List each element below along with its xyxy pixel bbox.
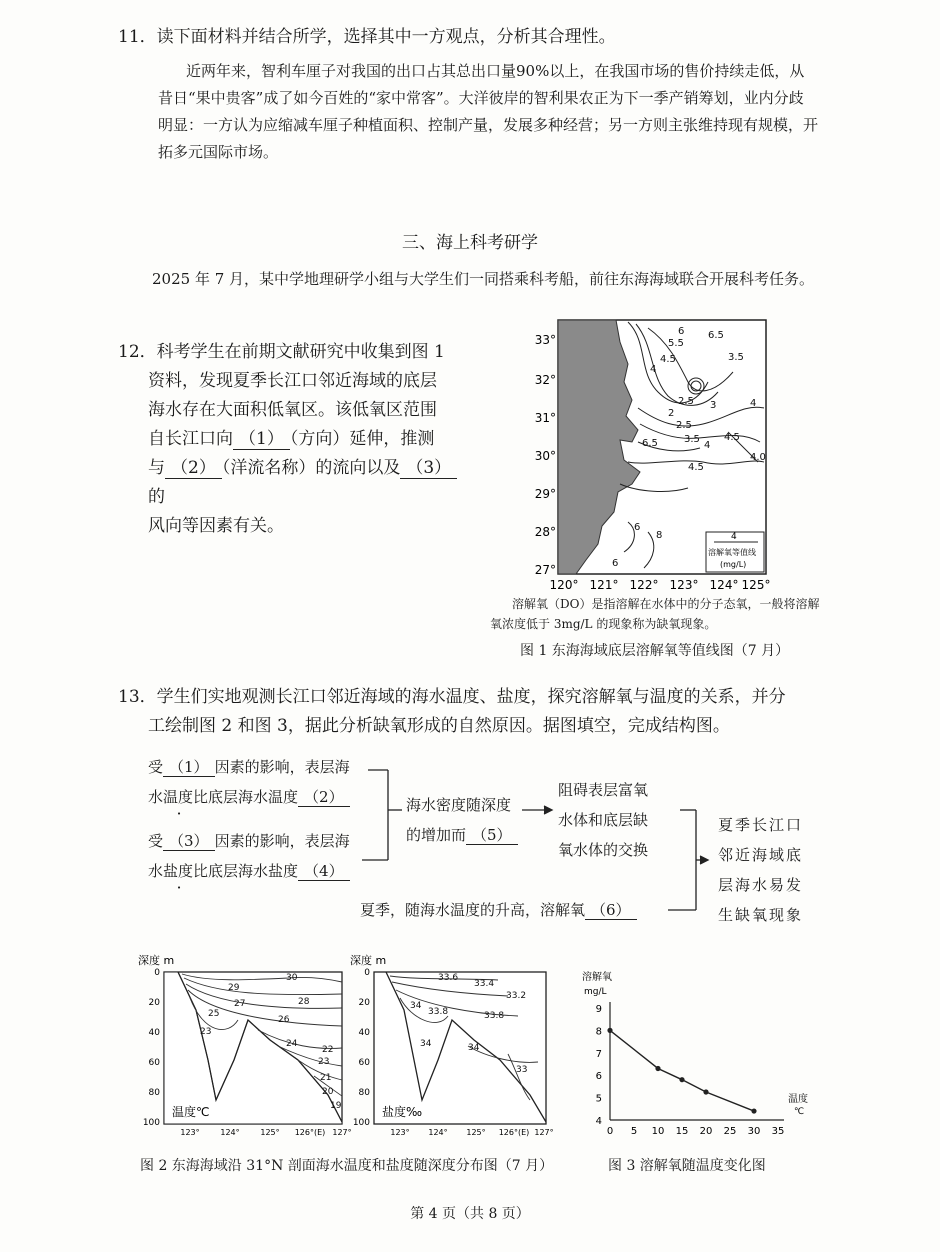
temp-label: 24 [286, 1039, 298, 1049]
sal-label: 33.6 [438, 973, 459, 983]
q11-material: 近两年来，智利车厘子对我国的出口占其总出口量90%以上，在我国市场的售价持续走低，从昔日“果中贵客”成了如今百姓的“家中常客”。大洋彼岸的智利果农正为下一季产销筹划，业内分歧明显：一方认为应缩减车厘子种植面积、控制产量，发展多种经营；另一方则主张维持现有规模，开拓多元国际市场。 [158, 62, 819, 161]
q12-line: 12．科考学生在前期文献研究中收集到图 1 [118, 342, 445, 362]
q12-text: 的 [148, 487, 165, 507]
section-intro: 2025 年 7 月，某中学地理研学小组与大学生们一同搭乘科考船，前往东海海域联合开展科考任务。 [152, 270, 815, 288]
temp-label: 30 [286, 973, 298, 983]
temp-title: 温度℃ [172, 1105, 210, 1119]
flow-text: 因素的影响，表层海 [214, 832, 350, 850]
flow-text: 水 [148, 788, 164, 806]
section-title: 三、海上科考研学 [402, 233, 538, 253]
contour-label: 4 [704, 440, 711, 451]
flow-text: 因素的影响，表层海 [214, 758, 350, 776]
x-tick: 125° [260, 1128, 280, 1137]
flow-blank-3: （3） [163, 832, 215, 851]
q12-text: 与 [148, 458, 165, 478]
fig1-note: 溶解氧（DO）是指溶解在水体中的分子态氧，一般将溶解氧浓度低于 3mg/L 的现象称为缺氧现象。 [490, 597, 820, 631]
lat-label: 28° [534, 525, 556, 539]
temp-label: 26 [278, 1015, 290, 1025]
fig2-caption: 图 2 东海海域沿 31°N 剖面海水温度和盐度随深度分布图（7 月） [140, 1158, 554, 1174]
flow-line [148, 856, 350, 886]
depth-label: 深度 m [138, 954, 175, 967]
contour-label: 2 [668, 408, 675, 419]
y-tick: 80 [148, 1088, 160, 1098]
sal-label: 33.8 [428, 1007, 449, 1017]
contour-label: 6.5 [708, 330, 724, 341]
contour-label: 6 [612, 558, 619, 569]
contour-label: 4 [750, 398, 757, 409]
salinity-panel [350, 953, 554, 1137]
x-tick-label: 10 [651, 1126, 665, 1137]
lat-label: 31° [534, 411, 556, 425]
sal-label: 33.4 [474, 979, 495, 989]
flow-text: 比底层海水温度 [193, 788, 299, 806]
y-tick: 60 [358, 1058, 370, 1068]
x-tick-label: 0 [606, 1126, 614, 1137]
lon-label: 125° [741, 578, 771, 592]
q13-line: 工绘制图 2 和图 3，据此分析缺氧形成的自然原因。据图填空，完成结构图。 [148, 716, 730, 736]
y-tick: 80 [358, 1088, 370, 1098]
data-point [679, 1077, 684, 1082]
lat-label: 29° [534, 487, 556, 501]
sal-label: 34 [468, 1043, 480, 1053]
flow-line: 阻碍表层富氧 [558, 781, 649, 799]
flow-line: 夏季长江口 [718, 816, 804, 834]
q12-line: 海水存在大面积低氧区。该低氧区范围 [148, 400, 437, 420]
flow-line: 生缺氧现象 [718, 906, 804, 924]
sal-label: 33 [516, 1065, 528, 1075]
fig1-map [528, 312, 773, 594]
answer-blank-3: （3） [400, 458, 457, 479]
contour-label: 3.5 [684, 434, 700, 445]
lat-label: 30° [534, 449, 556, 463]
flow-text: 受 [148, 758, 164, 776]
lon-label: 124° [709, 578, 739, 592]
flow-line: 海水密度随深度 [406, 796, 512, 814]
flow-box-density [406, 790, 518, 850]
flow-line [148, 782, 350, 812]
q12-text: （方向）延伸，推测 [289, 429, 435, 449]
sal-label: 33.2 [506, 991, 527, 1001]
lat-label: 33° [534, 333, 556, 347]
chart-xunit: ℃ [794, 1107, 805, 1117]
emphasis-temperature: 温度 [163, 788, 194, 806]
flow-line [148, 752, 350, 782]
depth-label: 深度 m [350, 954, 387, 967]
temp-panel [138, 953, 352, 1137]
sal-title: 盐度‰ [382, 1105, 423, 1119]
data-point [607, 1028, 612, 1033]
contour-label: 5.5 [668, 338, 684, 349]
x-tick: 127° [332, 1128, 352, 1137]
data-point [751, 1108, 756, 1113]
q13-line: 13．学生们实地观测长江口邻近海域的海水温度、盐度，探究溶解氧与温度的关系，并分 [118, 687, 786, 707]
temp-label: 22 [322, 1045, 334, 1055]
y-tick: 0 [364, 968, 370, 978]
contour-label: 4.5 [724, 432, 740, 443]
temp-label: 21 [320, 1073, 332, 1083]
contour-label: 6.5 [642, 438, 658, 449]
x-tick: 127° [534, 1128, 554, 1137]
x-tick-label: 35 [771, 1126, 785, 1137]
y-tick: 60 [148, 1058, 160, 1068]
fig1-caption: 图 1 东海海域底层溶解氧等值线图（7 月） [520, 643, 790, 659]
y-tick-label: 8 [595, 1026, 602, 1038]
flow-blank-2: （2） [298, 788, 350, 807]
lon-label: 120° [549, 578, 579, 592]
y-tick: 40 [358, 1028, 370, 1038]
x-tick-label: 30 [747, 1126, 761, 1137]
x-tick: 125° [466, 1128, 486, 1137]
q12-line [118, 425, 468, 454]
contour-label: 2.5 [676, 420, 692, 431]
flow-text: 水 [148, 862, 164, 880]
contour-label: 3 [710, 400, 717, 411]
contour-label: 2.5 [678, 396, 694, 407]
y-tick-label: 7 [595, 1048, 602, 1060]
x-tick-label: 25 [723, 1126, 737, 1137]
sal-label: 34 [420, 1039, 432, 1049]
y-tick-label: 6 [595, 1071, 602, 1083]
flow-blank-4: （4） [298, 862, 350, 881]
y-tick: 40 [148, 1028, 160, 1038]
x-tick: 123° [390, 1128, 410, 1137]
chart-xlabel: 温度 [788, 1094, 808, 1105]
q12-line [118, 454, 468, 512]
flow-box-result [718, 810, 803, 930]
q11-title: 11．读下面材料并结合所学，选择其中一方观点，分析其合理性。 [118, 27, 616, 47]
x-tick-label: 5 [630, 1126, 638, 1137]
y-tick: 100 [352, 1118, 370, 1128]
legend-unit: (mg/L) [720, 560, 747, 569]
chart-ylabel: 溶解氧 [582, 972, 612, 983]
contour-label: 6 [634, 522, 641, 533]
temp-label: 20 [322, 1087, 334, 1097]
flow-line [148, 826, 350, 856]
flow-line: 氧水体的交换 [558, 841, 649, 859]
y-tick-label: 9 [595, 1004, 602, 1015]
temp-label: 23 [318, 1057, 330, 1067]
flow-blank-5: （5） [466, 826, 518, 845]
q13-question [118, 683, 823, 741]
answer-blank-2: （2） [165, 458, 222, 479]
temp-label: 28 [298, 997, 310, 1007]
fig3-caption: 图 3 溶解氧随温度变化图 [608, 1158, 766, 1174]
y-tick: 0 [154, 968, 160, 978]
flow-box-summer [360, 895, 637, 925]
contour-label: 4.5 [660, 354, 676, 365]
y-tick-label: 4 [595, 1116, 602, 1127]
contour-label: 6 [678, 326, 685, 337]
flow-line: 水体和底层缺 [558, 811, 649, 829]
temp-label: 19 [330, 1101, 342, 1111]
contour-label: 3.5 [728, 352, 744, 363]
q12-line: 风向等因素有关。 [148, 516, 284, 536]
flow-blank-1: （1） [163, 758, 215, 777]
flow-box-exchange [558, 775, 648, 865]
chart-yunit: mg/L [584, 987, 607, 997]
contour-label: 4.0 [750, 452, 766, 463]
flow-blank-6: （6） [585, 901, 637, 920]
x-tick: 126°(E) [498, 1128, 530, 1137]
q12-text: 自长江口向 [148, 429, 233, 449]
legend-name: 溶解氧等值线 [708, 548, 756, 557]
flow-box-salinity [148, 826, 350, 886]
temp-label: 25 [208, 1009, 220, 1019]
fig3-chart [578, 968, 818, 1148]
sal-label: 34 [410, 1001, 422, 1011]
emphasis-salinity: 盐度 [163, 862, 194, 880]
lon-label: 122° [629, 578, 659, 592]
fig2-sections [138, 950, 568, 1145]
flow-text: 比底层海水盐度 [193, 862, 299, 880]
x-tick: 126°(E) [294, 1128, 326, 1137]
x-tick: 124° [428, 1128, 448, 1137]
flow-box-temperature [148, 752, 350, 812]
flow-line: 层海水易发 [718, 876, 804, 894]
lat-label: 27° [534, 563, 556, 577]
lon-label: 123° [669, 578, 699, 592]
flow-text: 夏季，随海水温度的升高，溶解氧 [360, 901, 586, 919]
x-tick: 123° [180, 1128, 200, 1137]
flow-line [406, 820, 518, 850]
series-line [610, 1030, 754, 1111]
data-point [703, 1089, 708, 1094]
x-tick-label: 15 [675, 1126, 689, 1137]
y-tick-label: 5 [595, 1093, 602, 1105]
x-tick-label: 20 [699, 1126, 713, 1137]
page-footer: 第 4 页（共 8 页） [410, 1206, 530, 1222]
contour-label: 4.5 [688, 462, 704, 473]
temp-label: 27 [234, 999, 246, 1009]
contour-label: 4 [650, 364, 657, 375]
q12-text: （洋流名称）的流向以及 [221, 458, 401, 478]
flow-text: 的增加而 [406, 826, 467, 844]
q12-question [118, 338, 468, 541]
legend-value: 4 [731, 532, 737, 542]
y-tick: 20 [358, 998, 370, 1008]
data-point [655, 1066, 660, 1071]
flow-line: 邻近海域底 [718, 846, 804, 864]
contour-label: 8 [656, 530, 663, 541]
lon-label: 121° [589, 578, 619, 592]
sal-label: 33.8 [484, 1011, 505, 1021]
y-tick: 20 [148, 998, 160, 1008]
temp-label: 29 [228, 983, 240, 993]
flow-text: 受 [148, 832, 164, 850]
answer-blank-1: （1） [233, 429, 290, 450]
q12-line: 资料，发现夏季长江口邻近海域的底层 [148, 371, 437, 391]
x-tick: 124° [220, 1128, 240, 1137]
temp-label: 23 [200, 1027, 212, 1037]
lat-label: 32° [534, 373, 556, 387]
y-tick: 100 [142, 1118, 160, 1128]
